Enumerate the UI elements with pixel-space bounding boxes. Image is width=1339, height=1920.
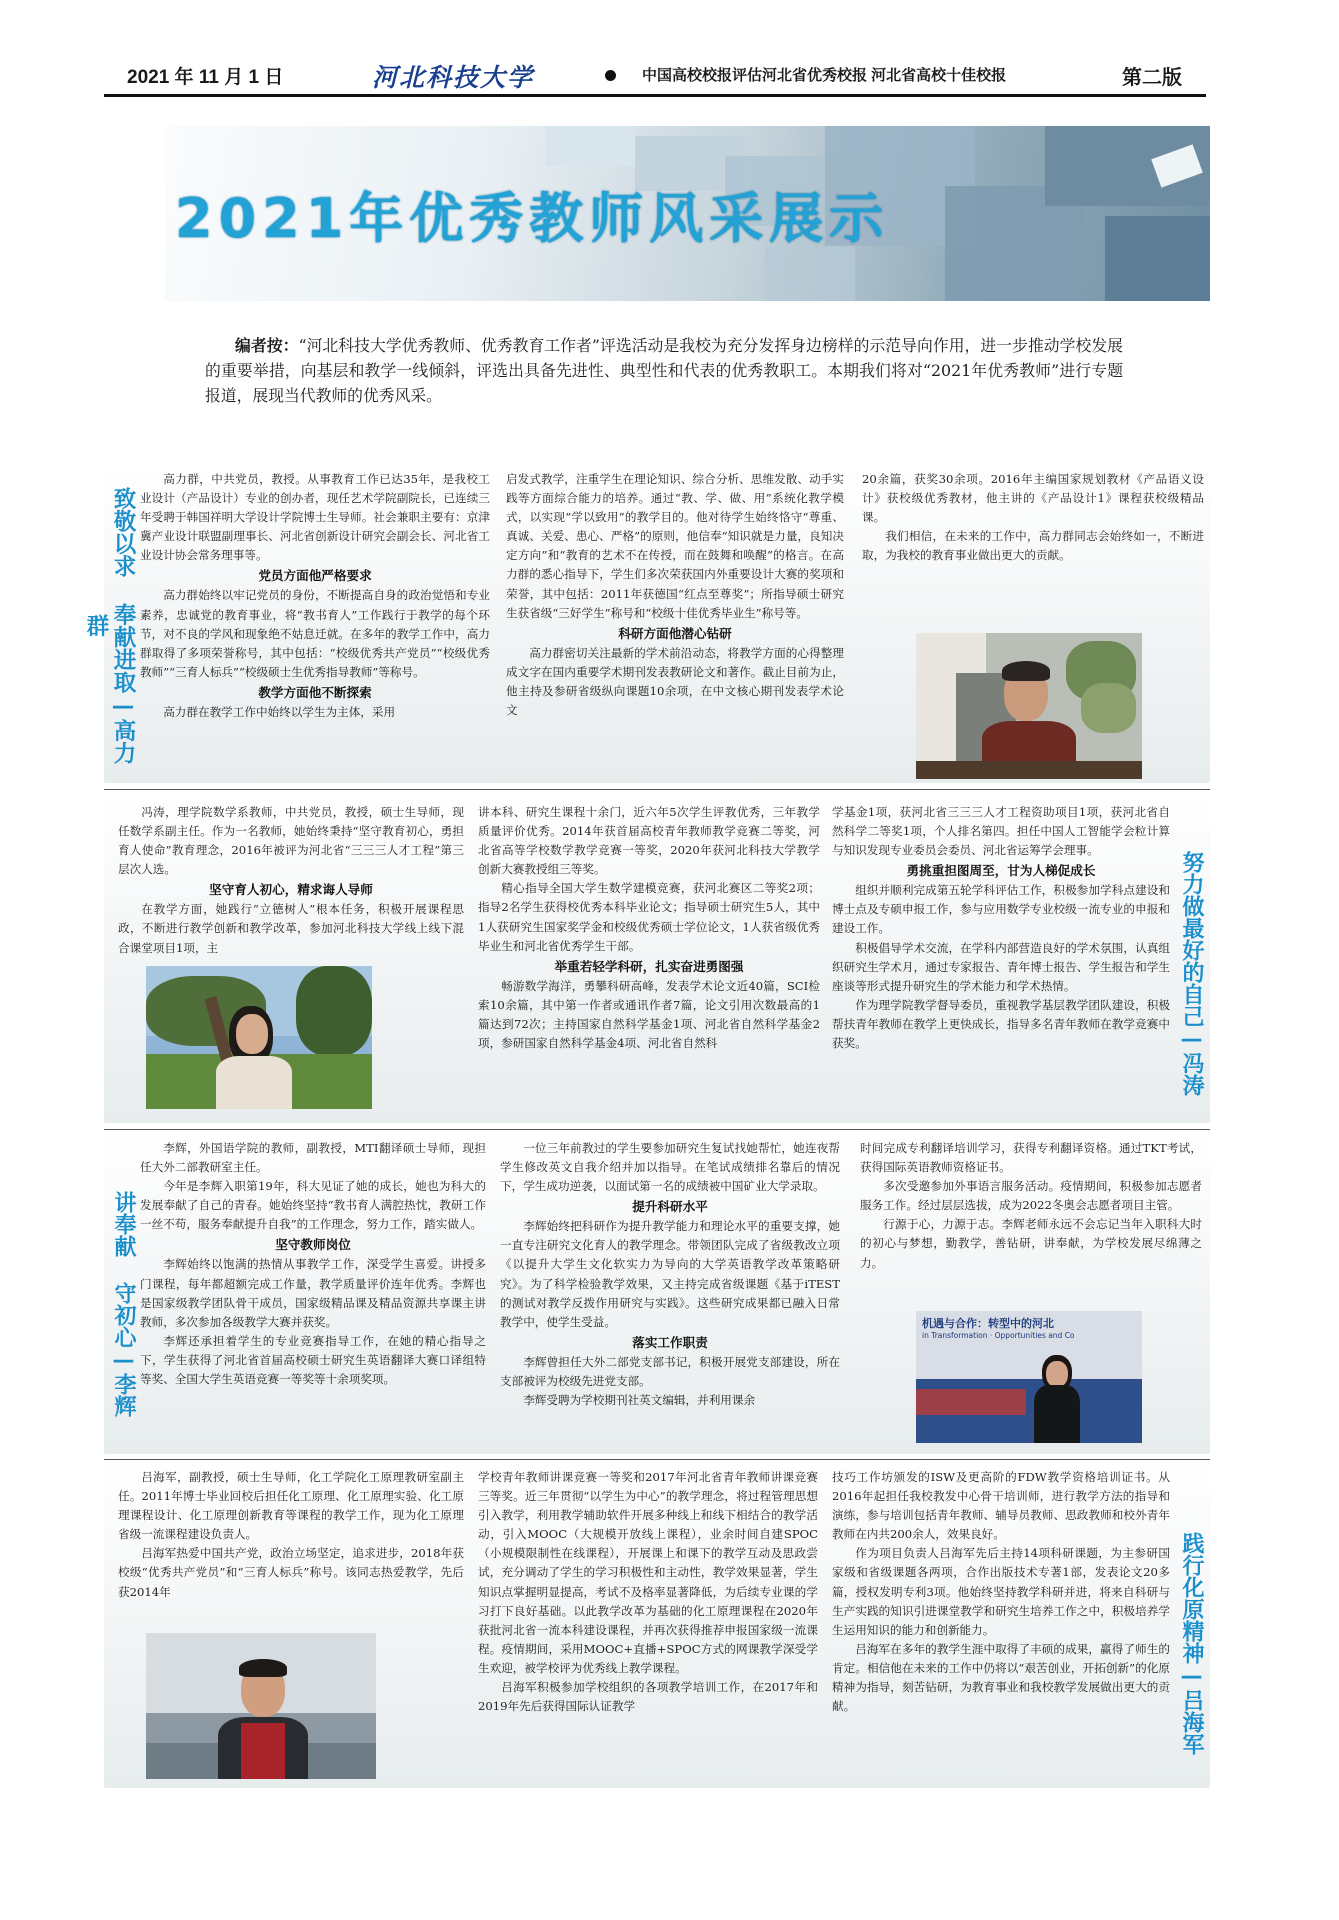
poster-text-1: 机遇与合作：转型中的河北 (922, 1317, 1054, 1330)
masthead-rule (104, 94, 1206, 97)
paragraph: 高力群在教学工作中始终以学生为主体，采用 (163, 704, 396, 719)
feng-column-3 (832, 803, 1170, 1053)
section-divider (104, 1129, 1210, 1130)
section-feng (104, 793, 1210, 1123)
paragraph: 我们相信，在未来的工作中，高力群同志会始终如一，不断进取，为我校的教育事业做出更大的贡献。 (862, 529, 1204, 563)
bullet-icon (605, 70, 616, 81)
feng-column-1 (118, 803, 464, 958)
poster-text-2: in Transformation · Opportunities and Co (922, 1331, 1075, 1340)
paragraph: 启发式教学，注重学生在理论知识、综合分析、思维发散、动手实践等方面综合能力的培养。通过“教、学、做、用”系统化教学模式，以实现“学以致用”的教学目的。他对待学生始终恪守“尊重、真诚、关爱、患心、严格”的原则，他信奉“知识就是力量，良知决定方向”和“教育的艺术不在传授，而在鼓舞和唤醒”的格言。在高力群的悉心指导下，学生们多次荣获国内外重要设计大赛的奖项和荣誉，其中包括：2011年获德国“红点至尊奖”；所指导硕士研究生获省级“三好学生”称号和“校级十佳优秀毕业生”称号等。 (506, 472, 844, 620)
paragraph: 一位三年前教过的学生要参加研究生复试找她帮忙，她连夜帮学生修改英文自我介绍并加以指导。在笔试成绩排名靠后的情况下，学生成功逆袭，以面试第一名的成绩被中国矿业大学录取。 (500, 1141, 840, 1194)
section-divider (104, 1459, 1210, 1460)
paragraph: 作为项目负责人吕海军先后主持14项科研课题，为主参研国家级和省级课题各两项，合作出版技术专著1部，发表论文20多篇，授权发明专利3项。他始终坚持教学科研并进，将来自科研与生产实践的知识引进课堂教学和研究生培养工作之中，积极培养学生运用知识的能力和创新能力。 (832, 1546, 1170, 1637)
li-column-3 (860, 1139, 1202, 1273)
paragraph: 李辉受聘为学校期刊社英文编辑，并利用课余 (523, 1393, 756, 1408)
section-divider (104, 789, 1210, 790)
editor-note (205, 333, 1123, 408)
newspaper-logo: 河北科技大学 (372, 63, 535, 92)
paragraph: 高力群密切关注最新的学术前沿动态，将教学方面的心得整理成文字在国内重要学术期刊发表教研论文和著作。截止目前为止，他主持及参研省级纵向课题10余项，在中文核心期刊发表学术论文 (506, 645, 844, 718)
section-title-gao: 致敬以求 奉献进取—高力群 (83, 486, 136, 764)
paragraph: 学基金1项，获河北省三三三人才工程资助项目1项，获河北省自然科学二等奖1项，个人排名第四。担任中国人工智能学会粒计算与知识发现专业委员会委员、河北省运筹学会理事。 (832, 805, 1170, 858)
gao-column-3 (862, 470, 1204, 565)
editor-note-text: “河北科技大学优秀教师、优秀教育工作者”评选活动是我校为充分发挥身边榜样的示范导向作用，进一步推动学校发展的重要举措，向基层和教学一线倾斜，评选出具备先进性、典型性和代表的优秀教职工。本期我们将对“2021年优秀教师”进行专题报道，展现当代教师的优秀风采。 (205, 336, 1123, 405)
subheading: 坚守教师岗位 (275, 1237, 351, 1253)
lv-column-2 (478, 1468, 818, 1716)
subheading: 坚守育人初心，精求诲人导师 (209, 882, 373, 898)
paragraph: 李辉曾担任大外二部党支部书记，积极开展党支部建设，所在支部被评为校级先进党支部。 (500, 1354, 840, 1388)
paragraph: 吕海军热爱中国共产党，政治立场坚定，追求进步，2018年获校级“优秀共产党员”和“三育人标兵”称号。该同志热爱教学，先后获2014年 (118, 1546, 464, 1599)
subheading: 举重若轻学科研，扎实奋进勇图强 (554, 958, 744, 974)
subheading: 党员方面他严格要求 (258, 568, 372, 584)
editor-note-label: 编者按： (235, 336, 299, 355)
paragraph: 20余篇，获奖30余项。2016年主编国家规划教材《产品语义设计》获校级优秀教材，他主讲的《产品设计1》课程获校级精品课。 (862, 472, 1204, 525)
portrait-lv (146, 1633, 376, 1779)
gao-column-1 (140, 470, 490, 722)
subheading: 勇挑重担图周至，甘为人梯促成长 (906, 863, 1096, 879)
masthead-tagline: 中国高校校报评估河北省优秀校报 河北省高校十佳校报 (642, 67, 1007, 84)
section-title-feng: 努力做最好的自己—冯涛 (1179, 850, 1204, 1096)
edition-label: 第二版 (1122, 67, 1182, 89)
paragraph: 学校青年教师讲课竞赛一等奖和2017年河北省青年教师讲课竞赛三等奖。近三年贯彻“以学生为中心”的教学理念，将过程管理思想引入教学，利用教学辅助软件开展多种线上和线下相结合的教学活动，引入MOOC（大规模开放线上课程），业余时间自建SPOC（小规模限制性在线课程），开展课上和课下的教学互动及思政尝试，充分调动了学生的学习积极性和主动性，教学效果显著，学生知识点掌握明显提高，考试不及格率显著降低，为后续专业课的学习打下良好基础。以此教学改革为基础的化工原理课程在2020年获批河北省一流本科建设课程，并再次获得推荐申报国家级一流课程。疫情期间，采用MOOC+直播+SPOC方式的网课教学深受学生欢迎，被学校评为优秀线上教学课程。 (478, 1470, 818, 1675)
paragraph: 作为理学院教学督导委员，重视教学基层教学团队建设，积极帮扶青年教师在教学上更快成长，指导多名青年教师在教学竞赛中获奖。 (832, 997, 1170, 1051)
portrait-gao (916, 633, 1142, 779)
paragraph: 积极倡导学术交流，在学科内部营造良好的学术氛围，认真组织研究生学术月，通过专家报告、青年博士报告、学生报告和学生座谈等形式提升研究生的学术能力和学术热情。 (832, 940, 1170, 993)
gao-column-2 (506, 470, 844, 720)
li-column-1 (140, 1139, 486, 1389)
paragraph: 行源于心，力源于志。李辉老师永远不会忘记当年入职科大时的初心与梦想，勤教学，善钻研，讲奉献，为学校发展尽绵薄之力。 (860, 1217, 1202, 1270)
paragraph: 高力群始终以牢记党员的身份，不断提高自身的政治觉悟和专业素养，忠诚党的教育事业，将“教书育人”工作践行于教学的每个环节，对不良的学风和现象绝不姑息迁就。在多年的教学工作中，高力群取得了多项荣誉称号，其中包括：“校级优秀共产党员”“校级优秀教师”“三育人标兵”“校级硕士生优秀指导教师”等称号。 (140, 588, 490, 679)
feature-banner (165, 126, 1210, 301)
paragraph: 吕海军，副教授，硕士生导师，化工学院化工原理教研室副主任。2011年博士毕业回校后担任化工原理、化工原理实验、化工原理课程设计、化工原理创新教育等课程的教学工作，现为化工原理省级一流课程建设负责人。 (118, 1470, 464, 1542)
section-title-lv: 践行化原精神—吕海军 (1179, 1531, 1204, 1755)
section-title-li: 讲奉献 守初心—李辉 (111, 1191, 136, 1417)
banner-title: 2021年优秀教师风采展示 (175, 187, 890, 250)
section-gao (83, 465, 1210, 783)
section-li (104, 1134, 1210, 1454)
paragraph: 畅游数学海洋，勇攀科研高峰，发表学术论文近40篇，SCI检索10余篇，其中第一作者或通讯作者7篇，论文引用次数最高的1篇达到72次；主持国家自然科学基金1项、河北省自然科学基金2项，参研国家自然科学基金4项、河北省自然科 (478, 978, 820, 1051)
paragraph: 吕海军积极参加学校组织的各项教学培训工作，在2017年和2019年先后获得国际认证教学 (478, 1680, 818, 1714)
paragraph: 多次受邀参加外事语言服务活动。疫情期间，积极参加志愿者服务工作。经过层层选拔，成为2022冬奥会志愿者项目主管。 (860, 1179, 1202, 1213)
paragraph: 李辉始终以饱满的热情从事教学工作，深受学生喜爱。讲授多门课程，每年都超额完成工作量，教学质量评价连年优秀。李辉也是国家级教学团队骨干成员，国家级精品课及精品资源共享课主讲教师，多次参加各级教学大赛并获奖。 (140, 1257, 486, 1329)
subheading: 提升科研水平 (632, 1199, 708, 1215)
paragraph: 冯涛，理学院数学系教师，中共党员，教授，硕士生导师，现任数学系副主任。作为一名教师，她始终秉持“坚守教育初心，勇担育人使命”教育理念，2016年被评为河北省“三三三人才工程”第三层次人选。 (118, 805, 464, 877)
paragraph: 高力群，中共党员，教授。从事教育工作已达35年，是我校工业设计（产品设计）专业的创办者，现任艺术学院副院长，已连续三年受聘于韩国祥明大学设计学院博士生导师。社会兼职主要有：京津冀产业设计联盟副理事长、河北省创新设计研究会副会长、河北省工业设计协会常务理事等。 (140, 472, 490, 563)
lv-column-1 (118, 1468, 464, 1602)
paragraph: 时间完成专利翻译培训学习，获得专利翻译资格。通过TKT考试，获得国际英语教师资格证书。 (860, 1141, 1202, 1175)
paragraph: 技巧工作坊颁发的ISW及更高阶的FDW教学资格培训证书。从2016年起担任我校教发中心骨干培训师，进行教学方法的指导和演练，参与培训包括青年教师、辅导员教师、思政教师和校外青年教师在内共200余人，效果良好。 (832, 1470, 1170, 1542)
section-lv (104, 1463, 1210, 1788)
portrait-li (916, 1311, 1142, 1443)
paragraph: 李辉，外国语学院的教师，副教授，MTI翻译硕士导师，现担任大外二部教研室主任。 (140, 1141, 486, 1175)
feng-column-2 (478, 803, 820, 1053)
paragraph: 精心指导全国大学生数学建模竞赛，获河北赛区二等奖2项；指导2名学生获得校优秀本科毕业论文；指导硕士研究生5人，其中1人获研究生国家奖学金和校级优秀硕士学位论文，1人获省级优秀毕业生和河北省优秀学生干部。 (478, 881, 820, 953)
portrait-feng (146, 966, 372, 1109)
issue-date: 2021 年 11 月 1 日 (127, 67, 284, 88)
paragraph: 李辉还承担着学生的专业竞赛指导工作，在她的精心指导之下，学生获得了河北省首届高校硕士研究生英语翻译大赛口译组特等奖、全国大学生英语竞赛一等奖等十余项奖项。 (140, 1333, 486, 1387)
paragraph: 今年是李辉入职第19年，科大见证了她的成长，她也为科大的发展奉献了自己的青春。她始终坚持“教书育人满腔热忱，教研工作一丝不苟，服务奉献提升自我”的工作理念，努力工作，踏实做人。 (140, 1179, 486, 1232)
paragraph: 吕海军在多年的教学生涯中取得了丰硕的成果，赢得了师生的肯定。相信他在未来的工作中仍将以“艰苦创业，开拓创新”的化原精神为指导，刻苦钻研，为教育事业和我校教学发展做出更大的贡献。 (832, 1641, 1170, 1714)
subheading: 落实工作职责 (632, 1334, 708, 1350)
lv-column-3 (832, 1468, 1170, 1716)
li-column-2 (500, 1139, 840, 1410)
paragraph: 讲本科、研究生课程十余门，近六年5次学生评教优秀，三年教学质量评价优秀。2014年获首届高校青年教师教学竞赛二等奖，河北省高等学校数学教学竞赛一等奖，2020年获河北科技大学教学创新大赛教授组三等奖。 (478, 805, 820, 877)
masthead (127, 58, 1182, 94)
subheading: 科研方面他潜心钻研 (618, 625, 732, 641)
paragraph: 组织并顺利完成第五轮学科评估工作，积极参加学科点建设和博士点及专硕申报工作，参与应用数学专业校级一流专业的申报和建设工作。 (832, 883, 1170, 936)
paragraph: 李辉始终把科研作为提升教学能力和理论水平的重要支撑，她一直专注研究文化育人的教学理念。带领团队完成了省级教改立项《以提升大学生文化软实力为导向的大学英语教学改革策略研究》。为了科学检验教学效果，又主持完成省级课题《基于iTEST的测试对教学反拨作用研究与实践》。这些研究成果都已融入日常教学中，使学生受益。 (500, 1219, 840, 1329)
paragraph: 在教学方面，她践行“立德树人”根本任务，积极开展课程思政，不断进行教学创新和教学改革，参加河北科技大学线上线下混合课堂项目1项，主 (118, 902, 464, 955)
subheading: 教学方面他不断探索 (258, 684, 372, 700)
